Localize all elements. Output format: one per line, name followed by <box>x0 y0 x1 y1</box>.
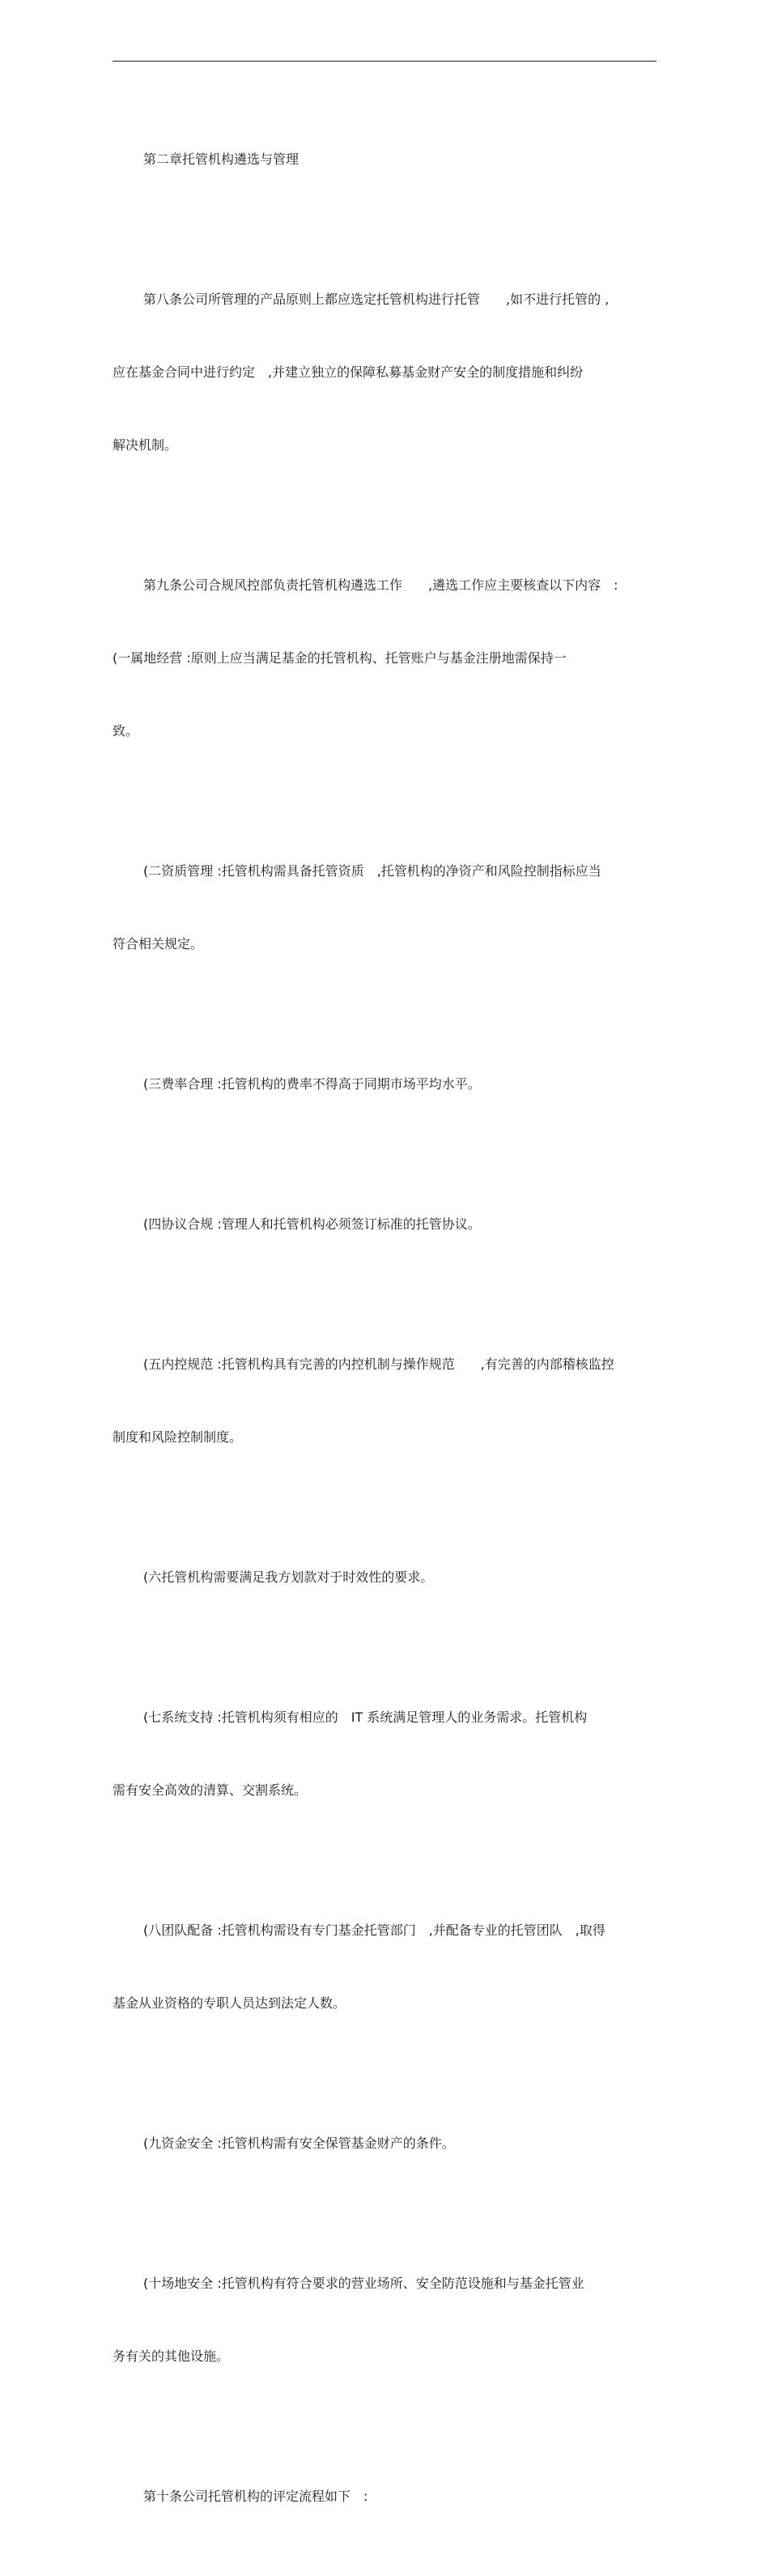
text-line: (六托管机构需要满足我方划款对于时效性的要求。 <box>143 1569 434 1585</box>
text-line: 应在基金合同中进行约定 ,并建立独立的保障私募基金财产安全的制度措施和纠纷 <box>113 364 584 380</box>
item-7-system-support <box>113 1657 656 1851</box>
text-line: (五内控规范 :托管机构具有完善的内控机制与操作规范 ,有完善的内部稽核监控 <box>143 1356 614 1372</box>
text-line: 第九条公司合规风控部负责托管机构遴选工作 ,遴选工作应主要核查以下内容 : <box>143 577 618 593</box>
article-10 <box>113 2436 656 2557</box>
text-line: (三费率合理 :托管机构的费率不得高于同期市场平均水平。 <box>143 1076 481 1092</box>
article-8 <box>113 239 656 506</box>
article-9 <box>113 525 656 792</box>
text-line: 第二章托管机构遴选与管理 <box>143 151 300 167</box>
text-line: 第十条公司托管机构的评定流程如下 : <box>143 2489 368 2504</box>
text-line: 需有安全高效的清算、交割系统。 <box>113 1782 308 1798</box>
text-line: 第八条公司所管理的产品原则上都应选定托管机构进行托管 ,如不进行托管的 , <box>143 292 610 307</box>
item-3-fee-rate <box>113 1024 656 1145</box>
document-body <box>113 99 656 2576</box>
chapter-heading <box>113 99 656 220</box>
item-10-site-safety <box>113 2223 656 2417</box>
text-line: 解决机制。 <box>113 437 178 453</box>
item-5-internal-control <box>113 1304 656 1498</box>
text-line: 符合相关规定。 <box>113 936 204 952</box>
text-line: 基金从业资格的专职人员达到法定人数。 <box>113 1995 346 2011</box>
text-line: (九资金安全 :托管机构需有安全保管基金财产的条件。 <box>143 2135 455 2151</box>
item-9-fund-safety <box>113 2083 656 2204</box>
item-8-team <box>113 1870 656 2064</box>
text-line: (十场地安全 :托管机构有符合要求的营业场所、安全防范设施和与基金托管业 <box>143 2276 584 2291</box>
text-line: 制度和风险控制制度。 <box>113 1429 243 1445</box>
text-line: (一属地经营 :原则上应当满足基金的托管机构、托管账户与基金注册地需保持一 <box>113 650 567 666</box>
text-line: 致。 <box>113 723 139 739</box>
header-rule <box>113 61 656 62</box>
text-line: (八团队配备 :托管机构需设有专门基金托管部门 ,并配备专业的托管团队 ,取得 <box>143 1922 605 1938</box>
item-2-qualification <box>113 811 656 1005</box>
text-line: 务有关的其他设施。 <box>113 2348 230 2364</box>
text-line: (七系统支持 :托管机构须有相应的 IT 系统满足管理人的业务需求。托管机构 <box>143 1710 588 1725</box>
text-line: (四协议合规 :管理人和托管机构必须签订标准的托管协议。 <box>143 1216 481 1232</box>
text-line: (二资质管理 :托管机构需具备托管资质 ,托管机构的净资产和风险控制指标应当 <box>143 863 601 879</box>
item-6-timeliness <box>113 1517 656 1638</box>
item-4-agreement <box>113 1164 656 1285</box>
